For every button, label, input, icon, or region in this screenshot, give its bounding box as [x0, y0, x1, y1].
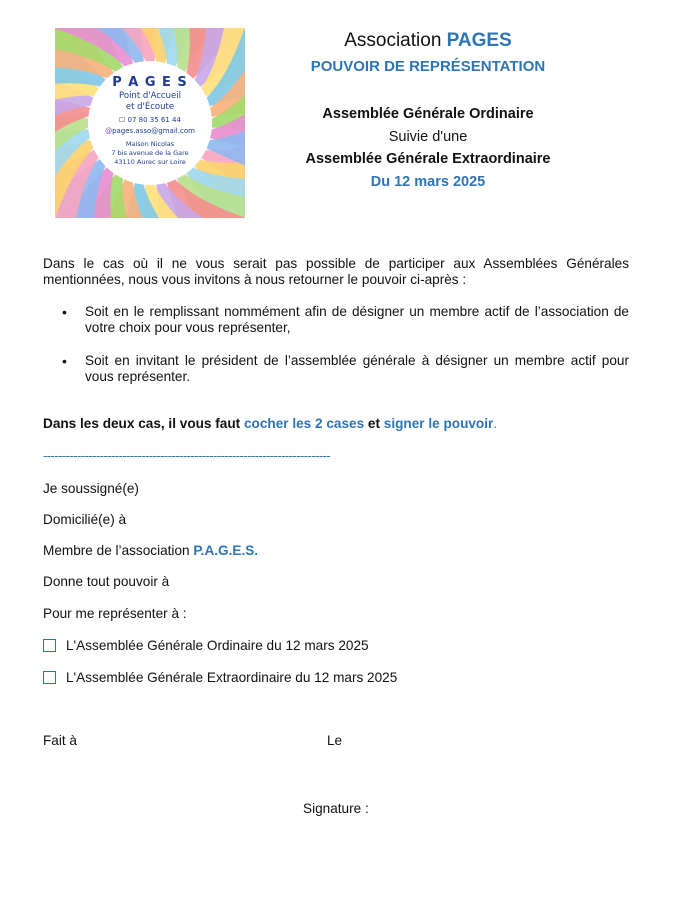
- field-donne-pouvoir[interactable]: Donne tout pouvoir à: [43, 574, 170, 589]
- instruction-part1: Dans les deux cas, il vous faut: [43, 416, 244, 431]
- logo-phone: [55, 116, 245, 124]
- bullet-item-1: Soit en le remplissant nommément afin de désigner un membre actif de l’association de votre choix pour vous représenter,: [85, 304, 629, 335]
- checkbox-age[interactable]: [43, 671, 56, 684]
- document-title: POUVOIR DE REPRÉSENTATION: [310, 58, 546, 75]
- bullet-dot-icon: •: [62, 304, 67, 320]
- logo-line1: Point d'Accueil: [119, 91, 181, 101]
- logo-phone-number: 07 80 35 61 44: [127, 116, 181, 124]
- pages-logo: [55, 28, 245, 218]
- association-heading: [272, 30, 584, 52]
- checkbox-ago[interactable]: [43, 639, 56, 652]
- suivie-line: Suivie d'une: [388, 129, 468, 145]
- logo-email-address: pages.asso@gmail.com: [112, 127, 195, 135]
- logo-name: P A G E S: [112, 75, 188, 90]
- logo-addr2: 7 bis avenue de la Gare: [111, 149, 189, 157]
- association-prefix: Association: [344, 30, 447, 51]
- logo-addr1: Maison Nicolas: [125, 140, 175, 148]
- instruction-end: .: [493, 416, 498, 431]
- signature-label: Signature :: [303, 801, 369, 816]
- instruction-part3: et: [364, 416, 384, 431]
- logo-addr3: 43110 Aurec sur Loire: [114, 158, 186, 166]
- checkbox-ago-label: L'Assemblée Générale Ordinaire du 12 mars 2025: [66, 638, 369, 653]
- logo-email: [55, 127, 245, 135]
- ago-heading: Assemblée Générale Ordinaire: [322, 106, 534, 122]
- field-soussigne[interactable]: Je soussigné(e): [43, 481, 139, 496]
- field-domicilie[interactable]: Domicilié(e) à: [43, 512, 127, 527]
- age-heading: Assemblée Générale Extraordinaire: [305, 151, 551, 167]
- at-icon: @: [105, 127, 113, 135]
- field-representer: Pour me représenter à :: [43, 606, 187, 621]
- meeting-date: Du 12 mars 2025: [370, 174, 486, 190]
- instruction-check-boxes: cocher les 2 cases: [243, 416, 365, 431]
- instruction-sign: signer le pouvoir: [383, 416, 494, 431]
- phone-icon: ☐: [119, 116, 126, 124]
- field-le-date[interactable]: Le: [327, 733, 343, 748]
- separator-line: ----------------------------------------------------------------------------: [43, 448, 331, 463]
- bullet-dot-icon: •: [62, 353, 67, 369]
- intro-paragraph: Dans le cas où il ne vous serait pas possible de participer aux Assemblées Générales mentionnées, nous vous invitons à nous retourner le pouvoir ci-après :: [43, 256, 629, 287]
- field-fait-a[interactable]: Fait à: [43, 733, 77, 748]
- field-membre: [43, 543, 258, 558]
- checkbox-age-label: L'Assemblée Générale Extraordinaire du 12 mars 2025: [66, 670, 398, 685]
- association-name: PAGES: [446, 30, 512, 51]
- logo-line2: et d'Écoute: [125, 102, 175, 112]
- membre-association-name: P.A.G.E.S.: [193, 543, 259, 558]
- bullet-item-2: Soit en invitant le président de l’assemblée générale à désigner un membre actif pour vous représenter.: [85, 353, 629, 384]
- instruction-line: [43, 416, 497, 431]
- membre-label: Membre de l’association: [43, 543, 194, 558]
